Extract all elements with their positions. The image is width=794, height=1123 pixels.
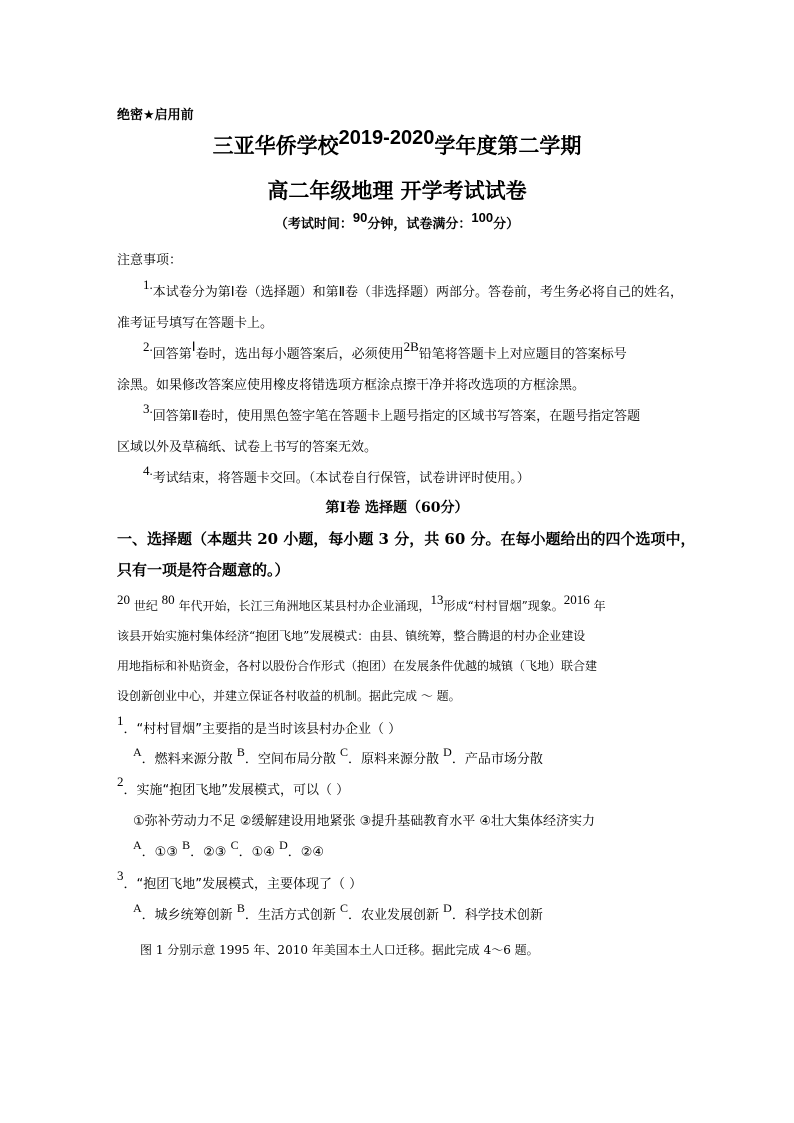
exam-info xyxy=(0,210,794,232)
material-number: 1 xyxy=(430,592,437,607)
option-text: ．空间布局分散 xyxy=(244,752,336,767)
question-1-options xyxy=(133,745,543,767)
option-text: ．①③ xyxy=(141,845,178,860)
question-number: 2 xyxy=(117,774,124,789)
question-2-choices: ①弥补劳动力不足 ②缓解建设用地紧张 ③提升基础教育水平 ④壮大集体经济实力 xyxy=(133,814,596,829)
option-letter: C xyxy=(340,745,349,759)
option-letter: B xyxy=(182,838,191,852)
option-letter: A xyxy=(133,901,142,915)
question-number: 3 xyxy=(117,868,124,883)
material-number: 3 xyxy=(436,592,444,607)
time-suffix: 分钟，试卷满分： xyxy=(367,217,472,232)
option-text: ．科学技术创新 xyxy=(451,908,543,923)
option-text: ．农业发展创新 xyxy=(348,908,440,923)
material-line-2: 该县开始实施村集体经济“抱团飞地”发展模式：由县、镇统筹，整合腾退的村办企业建设 xyxy=(117,629,586,643)
material-line-4: 设创新创业中心，并建立保证各村收益的机制。据此完成 ～ 题。 xyxy=(117,689,461,703)
notice-heading: 注意事项： xyxy=(117,253,183,268)
notice-text: 铅笔将答题卡上对应题目的答案标号 xyxy=(418,347,627,362)
option-letter: C xyxy=(340,901,349,915)
material-number: 2016 xyxy=(563,592,590,607)
notice-sup: 2B xyxy=(403,339,419,354)
question-number: 1 xyxy=(117,713,124,728)
option-text: ．②④ xyxy=(287,845,325,860)
option-letter: D xyxy=(443,745,452,759)
notice-item-2-cont: 涂黑。如果修改答案应使用橡皮将错选项方框涂点擦干净并将改选项的方框涂黑。 xyxy=(117,378,586,393)
notice-text: 卷时，选出每小题答案后，必须使用 xyxy=(195,347,404,362)
notice-item-3-cont: 区域以外及草稿纸、试卷上书写的答案无效。 xyxy=(117,440,378,455)
material-text: 年 xyxy=(589,599,606,613)
option-letter: C xyxy=(230,838,239,852)
option-letter: D xyxy=(443,901,452,915)
option-text: ．燃料来源分散 xyxy=(141,752,233,767)
notice-text: 考试结束，将答题卡交回。（本试卷自行保管，试卷讲评时使用。） xyxy=(152,471,530,486)
school-title xyxy=(0,127,794,160)
option-letter: B xyxy=(236,745,245,759)
question-3-options xyxy=(133,901,543,923)
notice-num-1: 1. xyxy=(143,277,153,292)
school-year: 2019-2020 xyxy=(338,127,435,149)
term-label: 学年度第二学期 xyxy=(434,133,582,158)
exam-title: 高二年级地理 开学考试试卷 xyxy=(267,178,527,203)
question-3 xyxy=(117,868,363,892)
notice-text: 回答第 xyxy=(152,347,192,362)
question-2 xyxy=(117,774,350,798)
material-line-3: 用地指标和补贴资金，各村以股份合作形式（抱团）在发展条件优越的城镇（飞地）联合建 xyxy=(117,659,598,673)
question-stem: ．“抱团飞地”发展模式，主要体现了（ ） xyxy=(123,877,363,892)
time-prefix: （考试时间： xyxy=(274,217,353,232)
material-text: 形成“村村冒烟”现象。 xyxy=(443,599,564,613)
notice-num-4: 4. xyxy=(143,463,153,478)
secret-label: 绝密★启用前 xyxy=(117,108,194,123)
notice-item-4 xyxy=(143,463,530,486)
score-suffix: 分） xyxy=(493,217,520,232)
material-line-1 xyxy=(117,592,606,614)
figure-caption: 图 1 分别示意 1995 年、2010 年美国本土人口迁移。据此完成 4～6 题。 xyxy=(140,943,539,957)
option-text: ．城乡统筹创新 xyxy=(141,908,233,923)
option-letter: A xyxy=(133,745,142,759)
section-title: 第Ⅰ卷 选择题（60分） xyxy=(325,500,469,516)
material-number: 80 xyxy=(161,592,175,607)
option-text: ．原料来源分散 xyxy=(348,752,440,767)
option-text: ．①④ xyxy=(238,845,275,860)
notice-text: 本试卷分为第Ⅰ卷（选择题）和第Ⅱ卷（非选择题）两部分。答卷前，考生务必将自己的姓名， xyxy=(152,285,683,300)
option-text: ．生活方式创新 xyxy=(244,908,336,923)
question-2-options xyxy=(133,838,325,860)
part-heading-line1: 一、选择题（本题共 20 小题，每小题 3 分，共 60 分。在每小题给出的四个选项中， xyxy=(117,530,696,548)
notice-item-3 xyxy=(143,401,641,424)
material-text: 年代开始，长江三角洲地区某县村办企业涌现， xyxy=(174,599,431,613)
notice-num-3: 3. xyxy=(143,401,153,416)
option-text: ．②③ xyxy=(190,845,227,860)
option-letter: B xyxy=(236,901,245,915)
option-letter: D xyxy=(279,838,288,852)
part-heading-line2: 只有一项是符合题意的。） xyxy=(117,561,290,579)
option-text: ．产品市场分散 xyxy=(451,752,543,767)
notice-num-2: 2. xyxy=(143,339,153,354)
notice-item-1-cont: 准考证号填写在答题卡上。 xyxy=(117,316,274,331)
option-letter: A xyxy=(133,838,142,852)
question-1 xyxy=(117,713,402,737)
notice-sup: Ⅰ xyxy=(191,339,196,354)
notice-text: 回答第Ⅱ卷时，使用黑色签字笔在答题卡上题号指定的区域书写答案，在题号指定答题 xyxy=(152,409,641,424)
material-text: 世纪 xyxy=(130,599,162,613)
material-number: 20 xyxy=(117,592,130,607)
question-stem: ．实施“抱团飞地”发展模式，可以（ ） xyxy=(123,783,350,798)
time-value: 90 xyxy=(352,210,368,225)
score-value: 100 xyxy=(471,210,494,225)
notice-item-2 xyxy=(143,339,627,362)
notice-item-1 xyxy=(143,277,683,300)
question-stem: ．“村村冒烟”主要指的是当时该县村办企业（ ） xyxy=(123,722,402,737)
school-name: 三亚华侨学校 xyxy=(212,133,339,158)
